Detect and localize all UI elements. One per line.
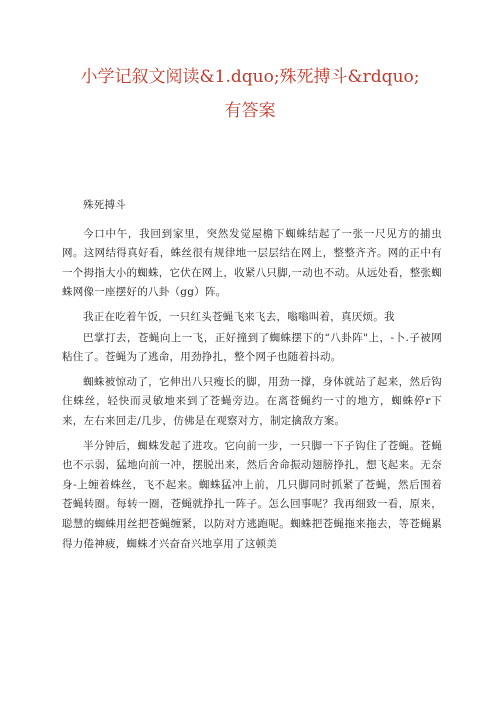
article-subtitle: 殊死搏斗 <box>83 199 126 211</box>
document-title-line-1: 小学记叙文阅读&1.dquo;殊死搏斗&rdquo; <box>80 67 420 87</box>
document-title-line-2: 有答案 <box>224 101 276 121</box>
paragraph-5: 半分钟后，蜘蛛发起了进攻。它向前一步，一只脚一下子钩住了苍蝇。苍蝇也不示弱，猛地向前一冲，摆脱出来，然后舍命振动翅膀挣扎，想飞起来。无奈身-上缠着蛛丝，飞不起来。蜘蛛猛冲上前，几只脚同时抓紧了苍蝇，然后围着苍蝇转圈。每转一圈，苍蝇就挣扎一阵子。怎么回事呢？我再细致一看，原来，聪慧的蜘蛛用丝把苍蝇缠紧，以防对方逃跑呢。蜘蛛把苍蝇拖来拖去，等苍蝇累得力倦神疲，蜘蛛才兴奋奋兴地享用了这顿美 <box>62 439 442 550</box>
paragraph-4: 蜘蛛被惊动了，它伸出八只瘦长的脚，用劲一撑，身体就站了起来，然后钩住蛛丝，轻快而灵敏地来到了苍蝇旁边。在离苍蝇约一寸的地方，蜘蛛停r下来，左右来回走/几步，仿佛是在观察对方，制定擒敌方案。 <box>62 375 442 427</box>
paragraph-3: 巴掌打去，苍蝇向上一飞，正好撞到了蜘蛛摆下的“八卦阵"上，-卜.子被网粘住了。苍蝇为了逃命，用劲挣扎，整个网子也随着抖动。 <box>62 331 442 364</box>
paragraph-2: 我正在吃着午饭，一只红头苍蝇飞来飞去，嗡嗡叫着，真厌烦。我 <box>83 310 395 323</box>
document-body <box>62 196 442 559</box>
paragraph-1: 今口中午，我回到家里，突然发觉屋檐下蜘蛛结起了一张一尺见方的捕虫网。这网结得真好看，蛛丝很有规律地一层层结在网上，整整齐齐。网的正中有一个拇指大小的蜘蛛，它伏在网上，收紧八只脚,一动也不动。从远处看，整张蜘蛛网像一座摆好的八卦（gg）阵。 <box>62 227 442 299</box>
